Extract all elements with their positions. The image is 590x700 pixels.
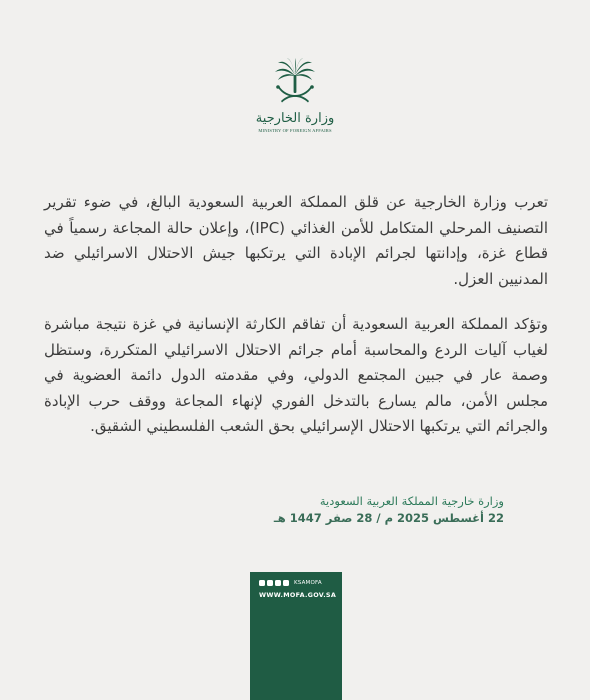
social-links — [259, 580, 322, 586]
website-link[interactable]: WWW.MOFA.GOV.SA — [259, 591, 337, 599]
social-handle[interactable]: KSAMOFA — [294, 580, 322, 586]
snapchat-icon[interactable] — [259, 580, 265, 586]
ministry-name-english: MINISTRY OF FOREIGN AFFAIRS — [258, 128, 332, 133]
facebook-icon[interactable] — [267, 580, 273, 586]
signature-block — [274, 493, 504, 527]
ministry-logo — [255, 58, 335, 148]
x-icon[interactable] — [283, 580, 289, 586]
statement-paragraph-1: تعرب وزارة الخارجية عن قلق المملكة العربية السعودية البالغ، في ضوء تقرير التصنيف المرحلي المتكامل للأمن الغذائي (IPC)، وإعلان حالة المجاعة رسمياً في قطاع غزة، وإدانتها لجرائم الإبادة التي يرتكبها جيش الاحتلال الاسرائيلي ضد المدنيين العزل. — [44, 193, 548, 288]
palm-swords-emblem-icon — [273, 58, 317, 110]
instagram-icon[interactable] — [275, 580, 281, 586]
statement-paragraph-2: وتؤكد المملكة العربية السعودية أن تفاقم الكارثة الإنسانية في غزة نتيجة مباشرة لغياب آليات الردع والمحاسبة أمام جرائم الاحتلال الاسرائيلي المتكررة، وستظل وصمة عار في جبين المجتمع الدولي، وفي مقدمته الدول دائمة العضوية في مجلس الأمن، مالم يسارع بالتدخل الفوري لإنهاء المجاعة ووقف حرب الإبادة والجرائم التي يرتكبها الاحتلال الإسرائيلي بحق الشعب الفلسطيني الشقيق. — [44, 315, 548, 435]
ministry-name-arabic: وزارة الخارجية — [255, 111, 335, 126]
footer-panel — [250, 572, 342, 700]
signature-date: 22 أغسطس 2025 م / 28 صفر 1447 هـ — [273, 511, 504, 525]
signature-organization: وزارة خارجية المملكة العربية السعودية — [319, 494, 504, 508]
